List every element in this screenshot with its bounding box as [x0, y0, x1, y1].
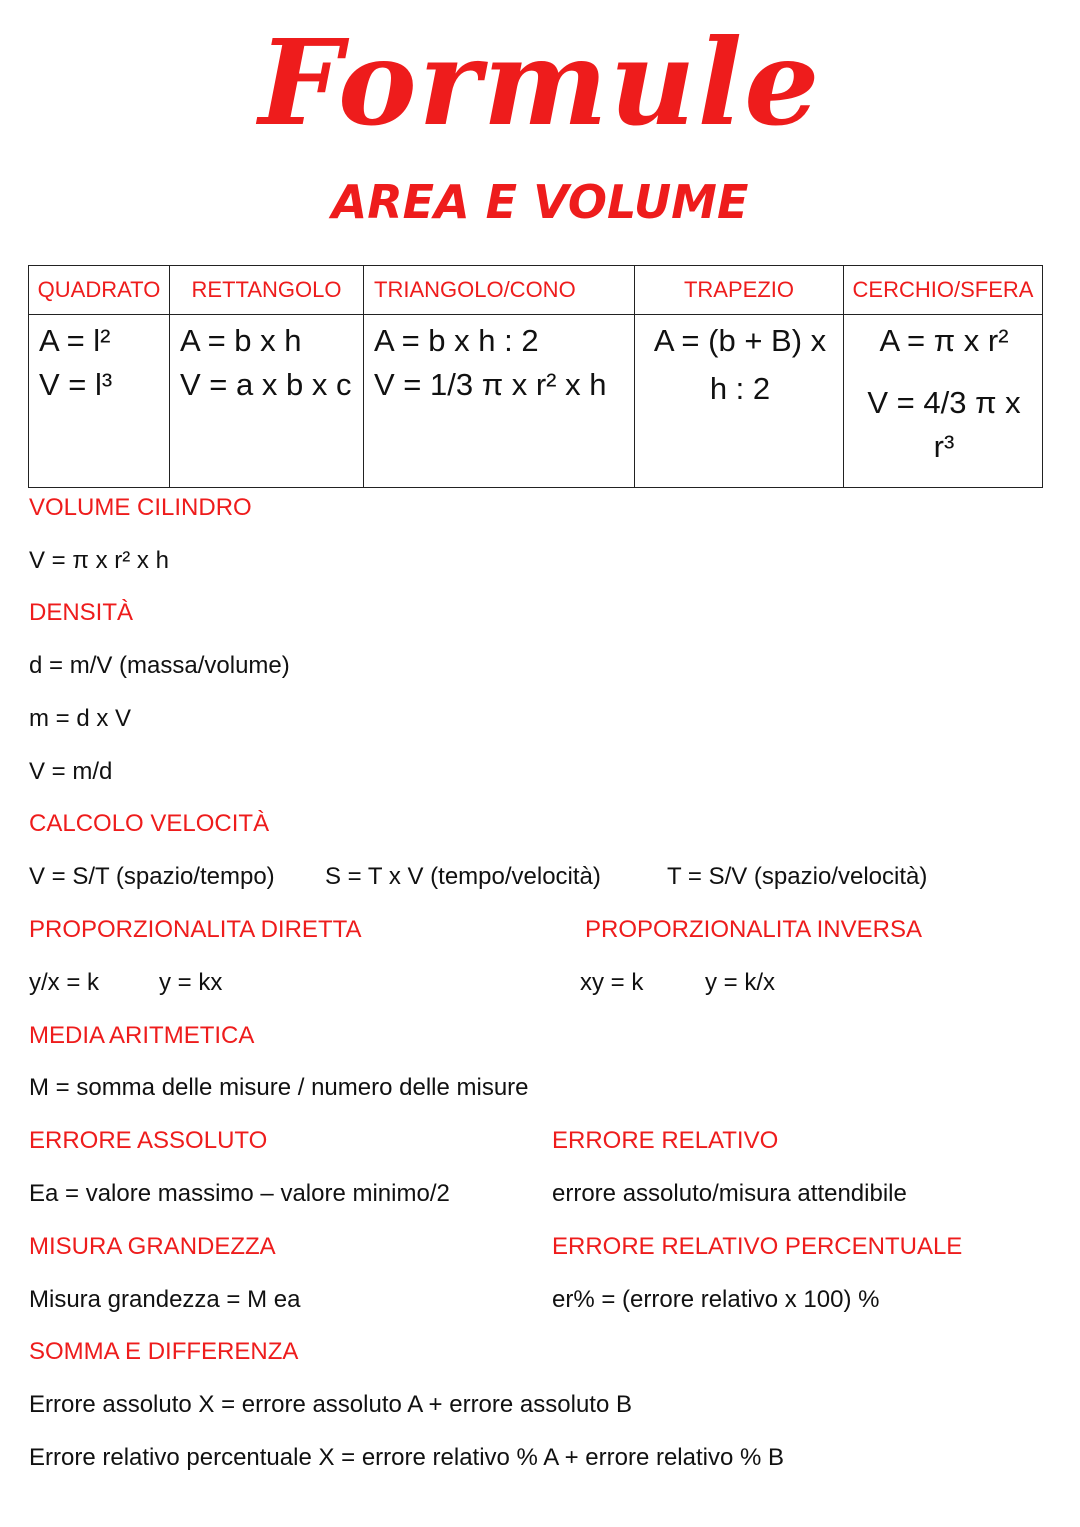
media-heading: MEDIA ARITMETICA — [29, 1022, 255, 1049]
table-header-row — [29, 266, 1043, 315]
quadrato-area: A = l² — [39, 323, 111, 358]
quadrato-volume: V = l³ — [39, 367, 113, 402]
prop-diretta-formula-2: y = kx — [159, 969, 223, 996]
errore-assoluto-heading: ERRORE ASSOLUTO — [29, 1127, 268, 1154]
cono-volume: V = 1/3 π x r² x h — [374, 367, 607, 402]
somma-formula-1: Errore assoluto X = errore assoluto A + errore assoluto B — [29, 1391, 632, 1418]
prop-inversa-formula-1: xy = k — [580, 969, 644, 996]
cell-cerchio-sfera — [844, 315, 1043, 488]
col-header-cerchio-sfera: CERCHIO/SFERA — [844, 266, 1043, 315]
errore-assoluto-formula: Ea = valore massimo – valore minimo/2 — [29, 1180, 450, 1207]
errore-perc-heading: ERRORE RELATIVO PERCENTUALE — [552, 1233, 963, 1260]
rettangolo-volume: V = a x b x c — [180, 367, 352, 402]
col-header-triangolo-cono: TRIANGOLO/CONO — [364, 266, 635, 315]
prop-inversa-heading: PROPORZIONALITA INVERSA — [585, 916, 922, 943]
volume-cilindro-formula: V = π x r² x h — [29, 547, 169, 574]
misura-heading: MISURA GRANDEZZA — [29, 1233, 276, 1260]
formula-table — [28, 265, 1043, 488]
cell-rettangolo — [170, 315, 364, 488]
errore-relativo-heading: ERRORE RELATIVO — [552, 1127, 779, 1154]
page-title: Formule — [258, 13, 822, 152]
cell-trapezio — [635, 315, 844, 488]
media-formula: M = somma delle misure / numero delle misure — [29, 1074, 529, 1101]
somma-formula-2: Errore relativo percentuale X = errore relativo % A + errore relativo % B — [29, 1444, 785, 1471]
col-header-rettangolo: RETTANGOLO — [170, 266, 364, 315]
col-header-quadrato: QUADRATO — [29, 266, 170, 315]
sfera-line2: r³ — [933, 429, 955, 464]
misura-formula: Misura grandezza = M ea — [29, 1286, 301, 1313]
densita-formula-3: V = m/d — [29, 758, 113, 785]
errore-relativo-formula: errore assoluto/misura attendibile — [552, 1180, 907, 1207]
table-row — [29, 315, 1043, 488]
page-subtitle: AREA E VOLUME — [331, 175, 749, 229]
errore-perc-formula: er% = (errore relativo x 100) % — [552, 1286, 880, 1313]
velocita-formula-1: V = S/T (spazio/tempo) — [29, 863, 275, 890]
densita-formula-2: m = d x V — [29, 705, 132, 732]
densita-formula-1: d = m/V (massa/volume) — [29, 652, 290, 679]
densita-heading: DENSITÀ — [29, 599, 134, 626]
velocita-formula-2: S = T x V (tempo/velocità) — [325, 863, 601, 890]
cell-triangolo-cono — [364, 315, 635, 488]
velocita-formula-3: T = S/V (spazio/velocità) — [667, 863, 928, 890]
cerchio-area: A = π x r² — [879, 323, 1009, 358]
trapezio-line1: A = (b + B) x — [653, 323, 827, 358]
sfera-line1: V = 4/3 π x — [867, 385, 1021, 420]
rettangolo-area: A = b x h — [180, 323, 302, 358]
prop-inversa-formula-2: y = k/x — [705, 969, 776, 996]
triangolo-area: A = b x h : 2 — [374, 323, 539, 358]
somma-heading: SOMMA E DIFFERENZA — [29, 1338, 299, 1365]
trapezio-line2: h : 2 — [709, 371, 771, 406]
velocita-heading: CALCOLO VELOCITÀ — [29, 810, 270, 837]
cell-quadrato — [29, 315, 170, 488]
col-header-trapezio: TRAPEZIO — [635, 266, 844, 315]
volume-cilindro-heading: VOLUME CILINDRO — [29, 494, 252, 521]
prop-diretta-heading: PROPORZIONALITA DIRETTA — [29, 916, 362, 943]
prop-diretta-formula-1: y/x = k — [29, 969, 100, 996]
